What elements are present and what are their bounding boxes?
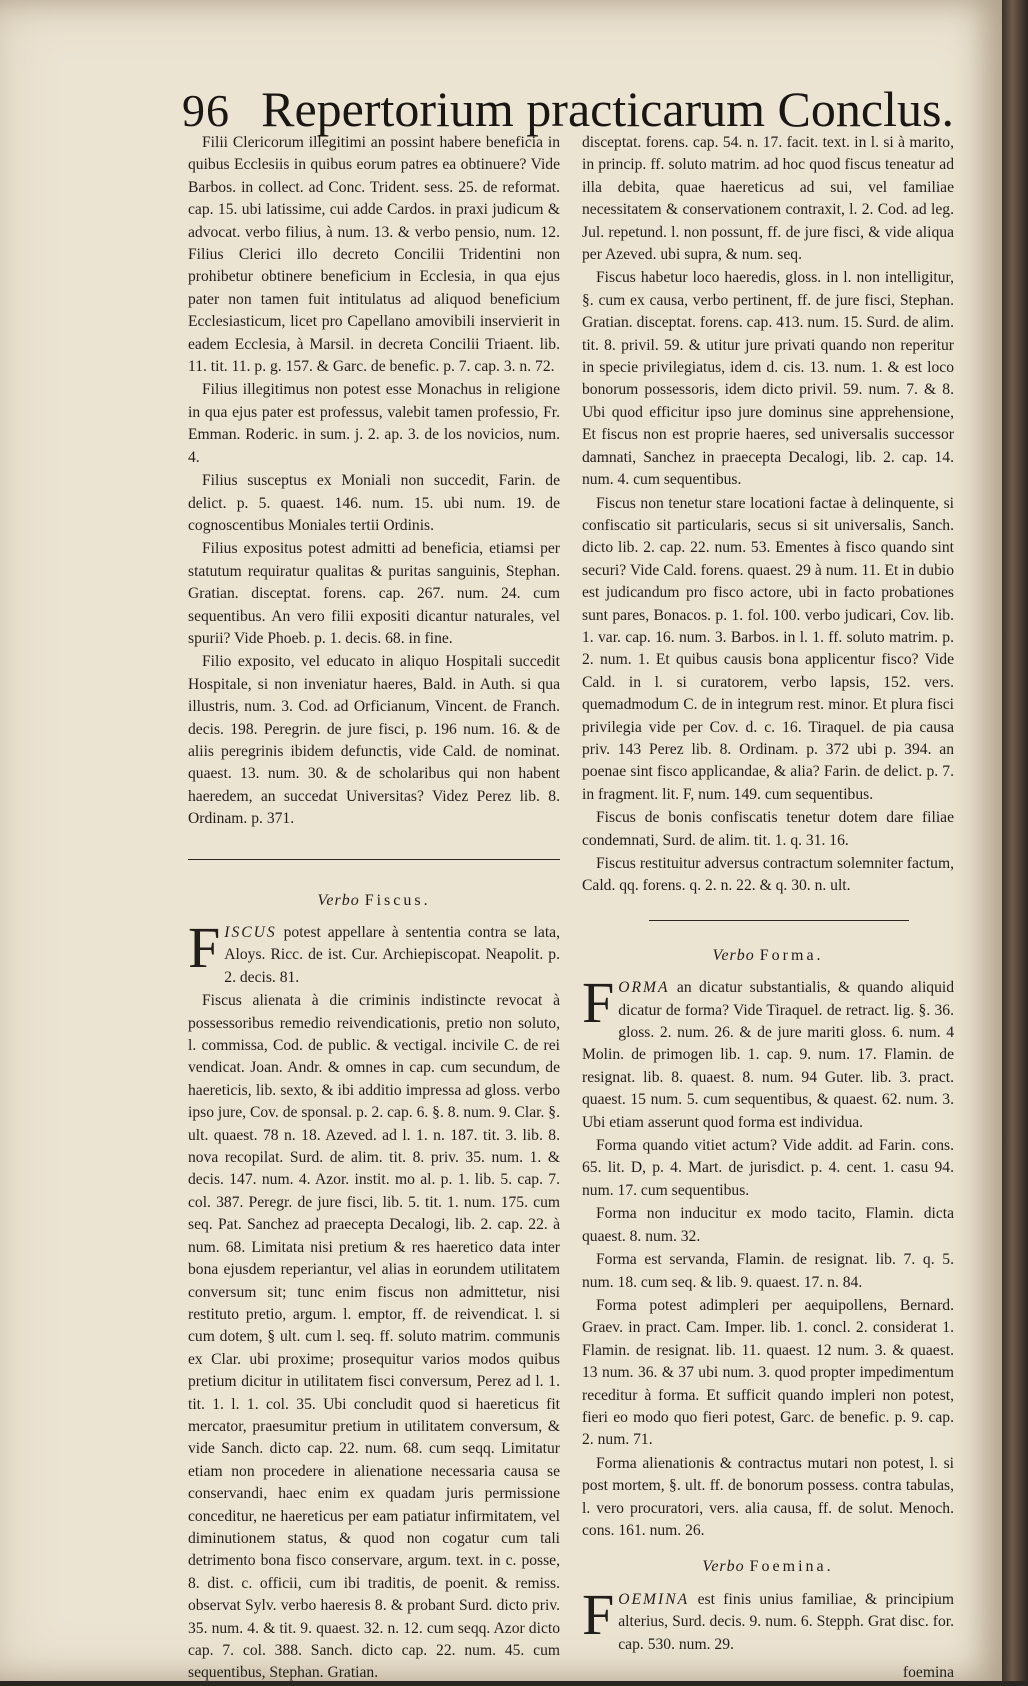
entry-heading-foemina — [582, 1556, 954, 1578]
paragraph: Fiscus habetur loco haeredis, gloss. in l. non intelligitur, §. cum ex causa, verbo pertinent, ff. de jure fisci, Stephan. Gratian. disceptat. forens. cap. 413. num. 15. Surd. de alim. tit. 8. privil. 59. & utitur jure privati quando non reperitur in specie privilegiatus, idem d. cis. 13. num. 1. & est loco bonorum possessoris, idem dicto privil. 59. num. 7. & 8. Ubi quod efficitur ipso jure dominus sine apprehensione, Et fiscus non est proprie haeres, sed universalis successor damnati, Sanchez in praecepta Decalogi, lib. 2. cap. 14. num. 4. cum sequentibus. — [582, 269, 954, 489]
paragraph: Forma potest adimpleri per aequipollens, Bernard. Graev. in pract. Cam. Imper. lib. 1. concl. 2. considerat 1. Flamin. de resignat. lib. 11. quaest. 12 num. 3. & quaest. 13 num. 36. & 37 ubi num. 3. quod propter impedimentum receditur à forma. Et sufficit quando impleri non potest, fieri eo modo quo fieri potest, Garc. de benefic. p. 9. cap. 2. num. 71. — [582, 1296, 954, 1449]
paragraph: Filius expositus potest admitti ad beneficia, etiamsi per statutum requiratur qualitas & puritas sanguinis, Stephan. Gratian. disceptat. forens. cap. 267. num. 24. cum sequentibus. An vero filii expositi dicantur naturales, vel spurii? Vide Phoeb. p. 1. decis. 68. in fine. — [188, 540, 560, 647]
paragraph: Filii Clericorum illegitimi an possint habere beneficia in quibus Ecclesiis in quibus eorum patres ea obtinuere? Vide Barbos. in collect. ad Conc. Trident. sess. 25. de reformat. cap. 15. ubi latissime, cui adde Cardos. in praxi judicum & advocat. verbo filius, à num. 13. & verbo pensio, num. 12. Filius Clerici illo decreto Concilii Tridentini non prohibetur obtinere beneficium in Ecclesia, in qua ejus pater non tamen fuit intitulatus ad aliquod beneficium Ecclesiasticum, licet pro Capellano amovibili inservierit in eadem Ecclesia, à Marsil. in decreta Concilii Triaent. lib. 11. tit. 11. p. g. 157. & Garc. de benefic. p. 7. cap. 3. n. 72. — [188, 134, 560, 376]
entry-heading-word: Forma. — [759, 946, 824, 964]
paragraph: Fiscus non tenetur stare locationi factae à delinquente, si confiscatio sit particularis, secus si sit universalis, Sanch. dicto lib. 2. cap. 22. num. 53. Ementes à fisco quando sint securi? Vide Cald. forens. quaest. 29 à num. 11. Et in dubio est judicandum pro fisco actore, ubi in facto probationes sunt pares, Bonacos. p. 1. fol. 100. verbo judicari, Cov. lib. 1. var. cap. 16. num. 3. Barbos. in l. 1. ff. soluto matrim. p. 2. num. 1. Et quibus causis bona applicentur fisco? Vide Cald. in l. si curatorem, verbo lapsis, 152. vers. quemadmodum C. de in integrum rest. minor. Et plura fisci privilegia vide per Cov. d. c. 16. Tiraquel. de pia causa priv. 143 Perez lib. 8. Ordinam. p. 372 ubi p. 394. an poenae sint fisco applicandae, & alia? Farin. de delict. p. 7. in fragment. lit. F, num. 149. cum sequentibus. — [582, 494, 954, 803]
page-number: 96 — [182, 85, 230, 136]
book-edge — [1002, 0, 1028, 1681]
lead-word: OEMINA — [618, 1590, 690, 1608]
foemina-entry — [582, 1581, 954, 1656]
paragraph: Filio exposito, vel educato in aliquo Hospitali succedit Hospitale, si non inveniatur haeres, Bald. in Auth. si qua illustris, num. 3. Cod. ad Orficianum, Vincent. de Franch. decis. 198. Peregrin. de jure fisci, p. 196 num. 16. & de aliis peregrinis ibidem defunctis, vide Cald. de nominat. quaest. 13. num. 30. & de scholaribus qui non habent haeredem, an succedat Universitas? Videz Perez lib. 8. Ordinam. p. 371. — [188, 653, 560, 828]
paragraph: disceptat. forens. cap. 54. n. 17. facit. text. in l. si à marito, in princip. ff. soluto matrim. ad hoc quod fiscus teneatur ad illa debita, quae haereticus ad sui, vel familiae necessitatem & conservationem contraxit, l. 2. Cod. ad leg. Jul. repetund. l. non possunt, ff. de jure fisci, & vide aliqua per Azeved. ubi supra, & num. seq. — [582, 134, 954, 264]
paragraph: Filius illegitimus non potest esse Monachus in religione in qua ejus pater est professus, valebit tamen professio, Fr. Emman. Roderic. in sum. j. 2. ap. 3. de los novicios, num. 4. — [188, 381, 560, 466]
paragraph: Forma non inducitur ex modo tacito, Flamin. dicta quaest. 8. num. 32. — [582, 1205, 954, 1245]
drop-cap: F — [582, 970, 615, 1036]
drop-cap: F — [188, 915, 221, 980]
paragraph: Fiscus restituitur adversus contractum solemniter factum, Cald. qq. forens. q. 2. n. 22. & q. 30. n. ult. — [582, 855, 954, 895]
section-rule — [188, 859, 560, 860]
entry-heading-prefix: Verbo — [702, 1558, 745, 1576]
paragraph: Filius susceptus ex Moniali non succedit, Farin. de delict. p. 5. quaest. 146. num. 15. ubi num. 19. de cognoscentibus Moniales tertii Ordinis. — [188, 472, 560, 534]
paragraph-text: est finis unius familiae, & principium alterius, Surd. decis. 9. num. 6. Stepph. Grat disc. for. cap. 530. num. 29. — [618, 1590, 954, 1653]
entry-heading-forma — [582, 945, 954, 967]
catchword: foemina — [902, 1664, 954, 1681]
entry-heading-fiscus — [188, 890, 560, 912]
paragraph: Forma est servanda, Flamin. de resignat. lib. 7. q. 5. num. 18. cum seq. & lib. 9. quaest. 17. n. 84. — [582, 1251, 954, 1291]
entry-heading-word: Fiscus. — [364, 891, 431, 909]
paragraph-text: potest appellare à sententia contra se lata, Aloys. Ricc. de ist. Cur. Archiepiscopat. Neapolit. p. 2. decis. 81. — [224, 924, 560, 986]
paragraph: Forma alienationis & contractus mutari non potest, l. si post mortem, §. ult. ff. de bonorum possess. contra tabulas, l. vero procuratori, vers. alia causa, ff. de solut. Menoch. cons. 161. num. 26. — [582, 1454, 954, 1539]
filii-paragraphs — [188, 132, 560, 831]
right-column — [582, 132, 954, 1684]
fiscus-entry — [188, 915, 560, 1685]
section-rule — [649, 920, 909, 921]
paragraph: Fiscus de bonis confiscatis tenetur dotem dare filiae condemnati, Surd. de alim. tit. 1. q. 31. 16. — [582, 809, 954, 849]
drop-cap: F — [582, 1581, 615, 1647]
entry-heading-prefix: Verbo — [317, 891, 360, 909]
entry-heading-prefix: Verbo — [712, 946, 755, 964]
paragraph: Fiscus alienata à die criminis indistincte revocat à possessoribus remedio reivendicationis, pretio non soluto, l. commissa, Cod. de public. & vectigal. incivile C. de rei vendicat. Joan. Andr. & omnes in cap. cum secundum, de haereticis, lib. sexto, & ibi additio impressa ad gloss. verbo ipso jure, Cov. de sponsal. p. 2. cap. 6. §. 8. num. 9. Clar. §. ult. quaest. 78 n. 18. Azeved. ad l. 1. n. 187. tit. 3. lib. 8. nova recopilat. Surd. de alim. tit. 8. priv. 35. num. 1. & decis. 147. num. 4. Azor. instit. mo al. p. 1. lib. 5. cap. 7. col. 387. Peregr. de jure fisci, lib. 5. tit. 1. num. 175. cum seq. Pat. Sanchez ad praecepta Decalogi, lib. 2. cap. 22. à num. 68. Limitata nisi pretium & res haeretico data inter bona ejusdem reperiantur, vel alias in eorundem utilitatem conversum sit; tunc enim fiscus non admittetur, nisi restituto pretio, argum. l. emptor, ff. de reivendicat. l. si cum dotem, § ult. cum l. seq. ff. soluto matrim. communis ex Clar. ubi proxime; prosequitur varios modos quibus pretium dicitur in utilitatem fisci conversum, Perez ad l. 1. tit. 1. l. 1. col. 35. Ubi concludit quod si haereticus fit mercator, praesumitur pretium in utilitatem conversum, & vide Sanch. dicto cap. 22. num. 68. cum seqq. Limitatur etiam non procedere in alienatione necessaria causa se conservandi, haec enim ex quadam juris permissione conceditur, ne haereticus per eam patiatur infirmitatem, vel diminutionem status, & quod non cogatur cum tali detrimento bona fisco conservare, argum. text. in c. posse, 8. dist. c. officii, cum ibi traditis, de poenit. & remiss. observat Sylv. verbo haeresis 8. & probant Surd. dicto priv. 35. num. 4. & tit. 9. quaest. 32. n. 12. cum seqq. Azor dicto cap. 7. col. 388. Sanch. dicto cap. 22. num. 45. cum sequentibus, Stephan. Gratian. — [188, 992, 560, 1682]
forma-entry — [582, 970, 954, 1542]
left-column — [188, 132, 560, 1686]
lead-word: ORMA — [618, 979, 670, 997]
running-title: Repertorium practicarum Conclus. — [261, 81, 954, 137]
entry-heading-word: Foemina. — [749, 1558, 834, 1576]
paragraph-text: an dicatur substantialis, & quando aliquid dicatur de forma? Vide Tiraquel. de retract. lig. §. 36. gloss. 2. num. 26. & de jure mariti gloss. 6. num. 4 Molin. de primogen lib. 1. cap. 9. num. 17. Flamin. de resignat. lib. 8. quaest. 8. num. 94 Guter. lib. 3. pract. quaest. 15 num. 5. cum sequentibus, & quaest. 62. num. 3. Ubi etiam asserunt quod forma est individua. — [582, 979, 954, 1131]
paragraph: Forma quando vitiet actum? Vide addit. ad Farin. cons. 65. lit. D, p. 4. Mart. de jurisdict. p. 4. cent. 1. casu 94. num. 17. cum sequentibus. — [582, 1137, 954, 1199]
lead-word: ISCUS — [224, 924, 277, 941]
